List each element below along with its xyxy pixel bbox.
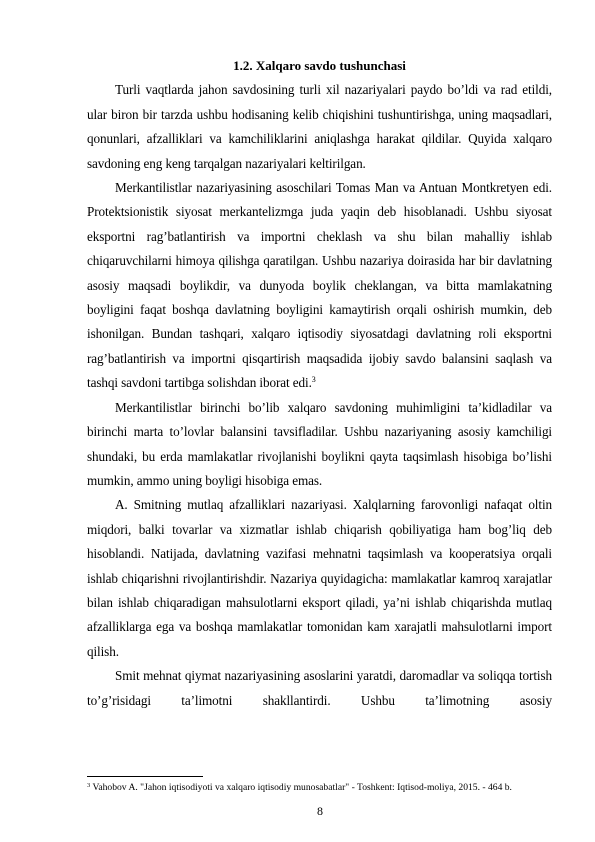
paragraph-text: Merkantilistlar nazariyasining asoschilari Tomas Man va Antuan Montkretyen edi. Protektsionistik siyosat merkantelizmga juda yaqin deb hisoblanadi. Ushbu siyosat eksportni rag’batlantirish va importni cheklash va shu bilan mahalliy ishlab chiqaruvchilarni himoya qilishga qaratilgan. Ushbu nazariya doirasida har bir davlatning asosiy maqsadi boylikdir, va dunyoda boylik cheklangan, va bitta mamlakatning boyligini faqat boshqa davlatning boyligini kamaytirish orqali oshirish mumkin, deb ishonilgan. Bundan tashqari, xalqaro iqtisodiy siyosatdagi davlatning roli eksportni rag’batlantirish va importni qisqartirish maqsadida ijobiy savdo balansini saqlash va tashqi savdoni tartibga solishdan iborat edi. [87, 180, 552, 391]
footnote-text: Vahobov A. "Jahon iqtisodiyoti va xalqaro iqtisodiy munosabatlar" - Toshkent: Iqtisod-moliya, 2015. - 464 b. [92, 782, 512, 793]
footnote-divider [87, 776, 203, 777]
paragraph-smith-absolute-advantage [87, 493, 552, 664]
section-title: 1.2. Xalqaro savdo tushunchasi [233, 58, 406, 73]
page-number: 8 [317, 804, 323, 818]
paragraph-smith-labor-value [87, 664, 552, 713]
paragraph-text: Merkantilistlar birinchi bo’lib xalqaro savdoning muhimligini ta’kidladilar va birinchi marta to’lovlar balansini tavsifladilar. Ushbu nazariyaning asosiy kamchiligi shundaki, bu erda mamlakatlar rivojlanishi boylikni qayta taqsimlash hisobiga bo’lishi mumkin, ammo uning boyligi hisobiga emas. [87, 399, 552, 488]
paragraph-text: Turli vaqtlarda jahon savdosining turli xil nazariyalari paydo bo’ldi va rad etildi, ular biron bir tarzda ushbu hodisaning kelib chiqishini tushuntirishga, uning maqsadlari, qonunlari, afzalliklari va kamchiliklarini aniqlashga harakat qildilar. Quyida xalqaro savdoning eng keng tarqalgan nazariyalari keltirilgan. [87, 82, 552, 171]
paragraph-intro [87, 78, 552, 176]
footnote-reference[interactable]: 3 [311, 375, 316, 385]
footnote [87, 781, 552, 794]
page-body [87, 54, 552, 713]
paragraph-text: Smit mehnat qiymat nazariyasining asoslarini yaratdi, daromadlar va soliqqa tortish to’g’risidagi ta’limotni shakllantirdi. Ushbu ta’limotning asosiy [87, 668, 552, 708]
footnote-marker: 3 [87, 782, 91, 789]
paragraph-text: A. Smitning mutlaq afzalliklari nazariyasi. Xalqlarning farovonligi nafaqat oltin miqdori, balki tovarlar va xizmatlar ishlab chiqarish qobiliyatiga ham bog’liq deb hisoblandi. Natijada, davlatning vazifasi mehnatni taqsimlash va kooperatsiya orqali ishlab chiqarishni rivojlantirishdir. Nazariya quyidagicha: mamlakatlar kamroq xarajatlar bilan ishlab chiqaradigan mahsulotlarni eksport qiladi, ya’ni ishlab chiqarishda mutlaq afzalliklarga ega va boshqa mamlakatlar tomonidan kam xarajatli mahsulotlarni import qilish. [87, 497, 552, 659]
paragraph-mercantilists [87, 176, 552, 396]
paragraph-mercantilists-critique [87, 396, 552, 494]
